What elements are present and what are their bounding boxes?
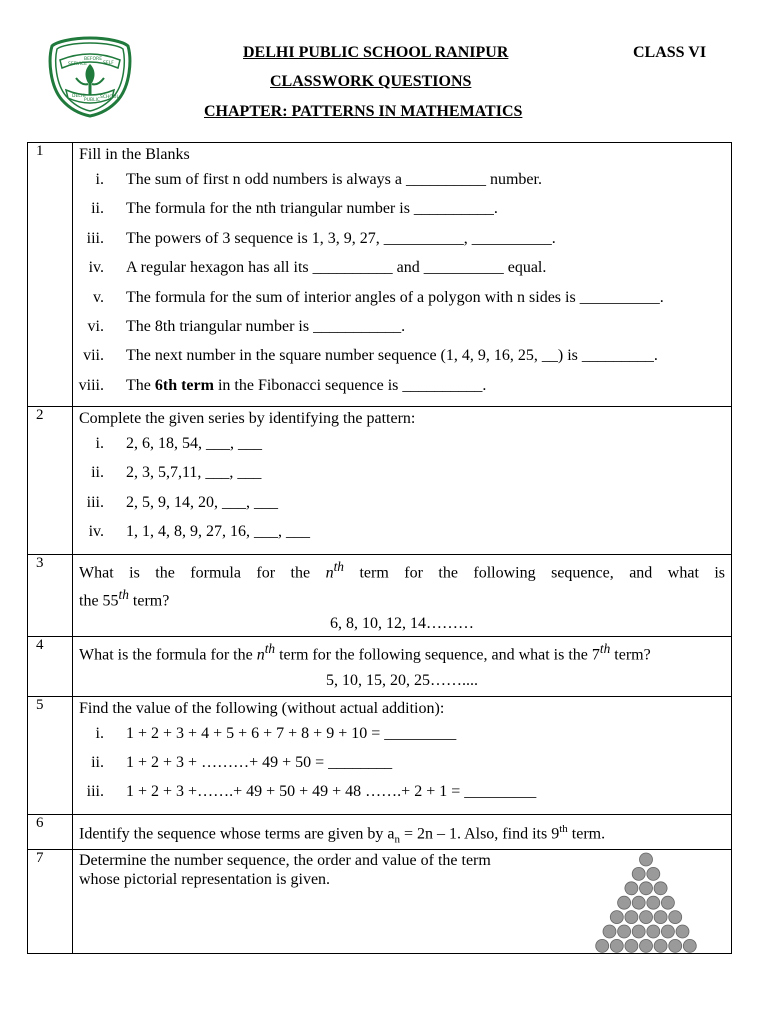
question-text-line: What is the formula for the $n^{th}$ term for the following sequence, and what is the 7th term? <box>79 640 651 663</box>
question-text-line: the 55th term? <box>79 587 170 610</box>
list-item: vi. The 8th triangular number is ___________. <box>87 317 406 335</box>
list-item: iv. A regular hexagon has all its __________ and __________ equal. <box>88 259 547 277</box>
list-item: vii. The next number in the square number sequence (1, 4, 9, 16, 25, __) is _________. <box>83 347 658 365</box>
pyramid-circle <box>654 940 667 953</box>
list-item: ii. 2, 3, 5,7,11, ___, ___ <box>91 464 262 482</box>
pyramid-circle <box>625 882 638 895</box>
question-title: Find the value of the following (without actual addition): <box>79 699 445 717</box>
pyramid-circle <box>661 925 674 938</box>
pyramid-circle <box>654 911 667 924</box>
worksheet-title: CLASSWORK QUESTIONS <box>270 73 472 90</box>
pyramid-circle <box>661 896 674 909</box>
school-logo <box>44 34 136 118</box>
question-body <box>73 850 732 954</box>
list-item: iii. 2, 5, 9, 14, 20, ___, ___ <box>86 493 278 511</box>
logo-text-mid: PUBLIC <box>84 98 101 103</box>
list-item: i. 2, 6, 18, 54, ___, ___ <box>95 435 262 452</box>
question-row <box>28 407 732 555</box>
question-row <box>28 555 732 637</box>
chapter-title: CHAPTER: PATTERNS IN MATHEMATICS <box>204 103 523 120</box>
pyramid-circle <box>632 925 645 938</box>
question-body <box>73 636 732 696</box>
question-row <box>28 696 732 814</box>
pyramid-circle <box>603 925 616 938</box>
question-row <box>28 143 732 407</box>
question-row <box>28 814 732 850</box>
pyramid-circle <box>647 896 660 909</box>
pyramid-circle <box>610 940 623 953</box>
logo-motto-mid: BEFORE <box>84 57 103 62</box>
pyramid-circle <box>669 940 682 953</box>
question-body <box>73 814 732 850</box>
question-title: Complete the given series by identifying the pattern: <box>79 410 416 427</box>
pyramid-circle <box>632 896 645 909</box>
list-item: i. The sum of first n odd numbers is always a __________ number. <box>95 171 542 188</box>
question-number: 6 <box>28 814 73 850</box>
question-text-line: Determine the number sequence, the order and value of the term <box>79 852 491 870</box>
logo-text-left: DELHI <box>72 94 86 99</box>
question-body <box>73 555 732 637</box>
pyramid-circle <box>610 911 623 924</box>
pyramid-circle <box>618 925 631 938</box>
sequence-text: 5, 10, 15, 20, 25…….... <box>326 671 478 689</box>
question-number: 4 <box>28 636 73 696</box>
pyramid-circle <box>669 911 682 924</box>
question-row <box>28 850 732 954</box>
pyramid-circle <box>640 911 653 924</box>
list-item: ii. 1 + 2 + 3 + ………+ 49 + 50 = ________ <box>91 754 393 772</box>
pyramid-circle <box>647 868 660 881</box>
circle-pyramid-figure <box>593 852 699 954</box>
logo-text-right: SCHOOL <box>100 95 119 100</box>
questions-table <box>27 142 732 954</box>
list-item: iii. The powers of 3 sequence is 1, 3, 9, 27, __________, __________. <box>86 229 556 247</box>
question-text-line: What is the formula for the $n^{th}$ term for the following sequence, and what is <box>79 559 726 582</box>
pyramid-circle <box>632 868 645 881</box>
question-number: 7 <box>28 850 73 954</box>
pyramid-circle <box>618 896 631 909</box>
pyramid-circle <box>625 940 638 953</box>
pyramid-circle <box>640 882 653 895</box>
question-row <box>28 636 732 696</box>
logo-motto-right: SELF <box>103 61 114 66</box>
question-text-line: whose pictorial representation is given. <box>79 871 331 889</box>
question-number: 1 <box>28 143 73 407</box>
pyramid-circle <box>676 925 689 938</box>
list-item: iii. 1 + 2 + 3 +…….+ 49 + 50 + 49 + 48 …….+ 2 + 1 = _________ <box>86 783 537 801</box>
pyramid-circle <box>654 882 667 895</box>
question-number: 2 <box>28 407 73 555</box>
question-body <box>73 143 732 407</box>
pyramid-circle <box>683 940 696 953</box>
question-number: 3 <box>28 555 73 637</box>
pyramid-circle <box>596 940 609 953</box>
sequence-text: 6, 8, 10, 12, 14……… <box>330 614 474 632</box>
question-number: 5 <box>28 696 73 814</box>
pyramid-circle <box>640 853 653 866</box>
list-item: viii. The 6th term in the Fibonacci sequence is __________. <box>78 376 487 394</box>
question-text-line: Identify the sequence whose terms are given by $a_n = 2n - 1$. Also, find its 9th term. <box>79 822 606 846</box>
list-item: i. 1 + 2 + 3 + 4 + 5 + 6 + 7 + 8 + 9 + 10 = _________ <box>95 724 457 742</box>
list-item: ii. The formula for the nth triangular number is __________. <box>91 200 498 218</box>
question-body <box>73 407 732 555</box>
question-body <box>73 696 732 814</box>
class-label: CLASS VI <box>633 44 707 61</box>
logo-motto-left: SERVICE <box>68 62 87 67</box>
pyramid-circle <box>640 940 653 953</box>
pyramid-circle <box>625 911 638 924</box>
pyramid-circle <box>647 925 660 938</box>
list-item: iv. 1, 1, 4, 8, 9, 27, 16, ___, ___ <box>88 523 310 541</box>
question-title: Fill in the Blanks <box>79 146 190 163</box>
list-item: v. The formula for the sum of interior angles of a polygon with n sides is __________. <box>93 288 664 306</box>
school-name: DELHI PUBLIC SCHOOL RANIPUR <box>243 44 509 61</box>
